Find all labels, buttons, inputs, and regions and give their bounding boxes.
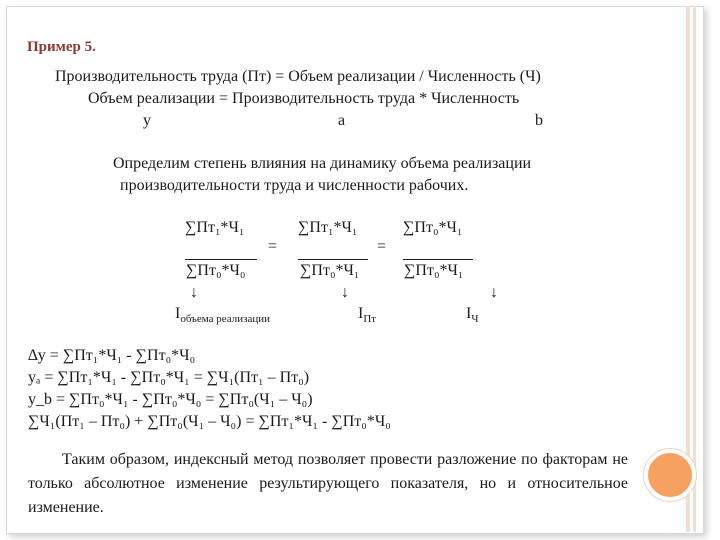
fraction-numerator: ∑Пт₁*Ч₁ bbox=[185, 219, 245, 236]
decorative-bar bbox=[686, 6, 690, 532]
variable-a: а bbox=[338, 112, 346, 129]
fraction-denominator: ∑Пт₀*Ч₁ bbox=[404, 262, 464, 279]
conclusion-paragraph: Таким образом, индексный метод позволяет провести разложение по факторам не только абсолютное изменение результирующего показателя, но и относительное изменение. bbox=[28, 451, 628, 516]
variable-y: у bbox=[143, 112, 151, 129]
formula-y-a: уₐ = ∑Пт₁*Ч₁ - ∑Пт₀*Ч₁ = ∑Ч₁(Пт₁ – Пт₀) bbox=[28, 369, 310, 386]
definition-line: Производительность труда (Пт) = Объем реализации / Численность (Ч) bbox=[55, 68, 541, 85]
fraction-denominator: ∑Пт₀*Ч₀ bbox=[186, 262, 246, 279]
down-arrow-icon: ↓ bbox=[490, 284, 498, 301]
decorative-circle bbox=[644, 449, 696, 501]
formula-sum: ∑Ч₁(Пт₁ – Пт₀) + ∑Пт₀(Ч₁ – Ч₀) = ∑Пт₁*Ч₁ - ∑Пт₀*Ч₀ bbox=[28, 413, 391, 430]
index-productivity: $I_{Пт}$ bbox=[358, 305, 377, 326]
formula-y-b: у_b = ∑Пт₀*Ч₁ - ∑Пт₀*Ч₀ = ∑Пт₀(Ч₁ – Ч₀) bbox=[28, 391, 313, 408]
decorative-bar bbox=[693, 6, 696, 532]
down-arrow-icon: ↓ bbox=[190, 284, 198, 301]
fraction-bar bbox=[298, 259, 368, 260]
formula-line: Объем реализации = Производительность труда * Численность bbox=[88, 90, 520, 107]
equals-sign: = bbox=[268, 238, 278, 255]
index-volume: $I_{объема реализации}$ bbox=[175, 305, 270, 326]
index-headcount: $I_Ч$ bbox=[466, 305, 479, 326]
variable-b: b bbox=[535, 112, 543, 129]
fraction-denominator: ∑Пт₀*Ч₁ bbox=[300, 262, 360, 279]
fraction-bar bbox=[185, 259, 257, 260]
formula-delta-y: ∆у = ∑Пт₁*Ч₁ - ∑Пт₀*Ч₀ bbox=[28, 347, 196, 364]
fraction-numerator: ∑Пт₁*Ч₁ bbox=[298, 219, 358, 236]
intro-line: Определим степень влияния на динамику объема реализации bbox=[113, 155, 532, 172]
equals-sign: = bbox=[377, 238, 387, 255]
intro-line: производительности труда и численности рабочих. bbox=[120, 177, 469, 194]
slide-title: Пример 5. bbox=[27, 39, 96, 55]
fraction-numerator: ∑Пт₀*Ч₁ bbox=[403, 219, 463, 236]
down-arrow-icon: ↓ bbox=[341, 284, 349, 301]
fraction-bar bbox=[403, 259, 473, 260]
